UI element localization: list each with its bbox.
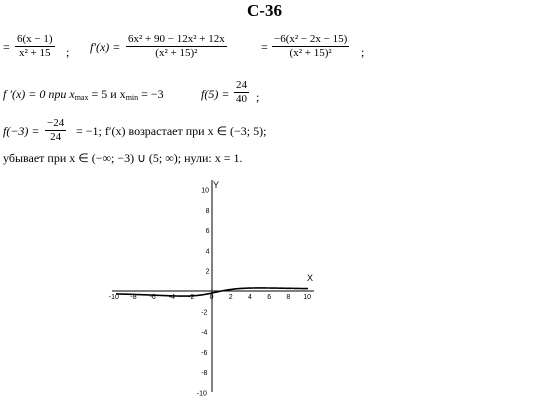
y-tick-label: -8 — [201, 370, 208, 378]
y-tick-label: 2 — [205, 268, 210, 276]
y-tick-label: -10 — [196, 390, 207, 398]
f5-label: f(5) = — [201, 87, 230, 101]
x-tick-label: 6 — [267, 294, 272, 301]
semicolon-2: ; — [361, 45, 365, 59]
y-axis-label: Y — [213, 180, 220, 190]
y-tick-label: 8 — [205, 207, 210, 215]
semicolon: ; — [66, 45, 70, 59]
increasing-text: = −1; f′(x) возрастает при x ∈ (−3; 5); — [76, 124, 267, 138]
y-tick-label: 6 — [205, 228, 210, 236]
fraction-3-numerator: −6(x² − 2x − 15) — [274, 33, 348, 45]
equals-sign: = — [3, 40, 10, 54]
x-tick-label: 10 — [303, 294, 311, 301]
critical-points-text: f ′(x) = 0 при $x_{max} = 5$ и $x_{min} = -3$ — [3, 87, 164, 102]
x-tick-label: -10 — [108, 294, 119, 301]
decreasing-text: убывает при x ∈ (−∞; −3) ∪ (5; ∞); нули: x = 1. — [3, 151, 243, 165]
y-tick-label: -4 — [201, 329, 208, 337]
fraction-1-denominator: x² + 15 — [19, 47, 51, 59]
equals-sign-2: = — [261, 40, 268, 54]
derivative-label: f′(x) = — [90, 40, 121, 54]
x-tick-label: -4 — [168, 294, 176, 301]
x-tick-label: 2 — [228, 294, 233, 301]
x-tick-label: -6 — [149, 294, 156, 301]
x-axis-label: X — [307, 273, 314, 283]
x-tick-label: 4 — [248, 294, 252, 301]
fraction-2-numerator: 6x² + 90 − 12x² + 12x — [128, 33, 225, 45]
fraction-2-denominator: (x² + 15)² — [155, 47, 198, 59]
y-tick-labels — [197, 188, 210, 398]
fraction-1-numerator: 6(x − 1) — [17, 33, 53, 45]
fraction-fm3-denominator: 24 — [50, 131, 62, 143]
fraction-3-denominator: (x² + 15)² — [289, 47, 332, 59]
x-tick-label: -2 — [188, 294, 195, 301]
page-title: С-36 — [247, 1, 282, 20]
fraction-f5-numerator: 24 — [236, 79, 247, 91]
fraction-fm3-numerator: −24 — [47, 117, 65, 129]
x-tick-label: 8 — [286, 294, 291, 301]
semicolon-3: ; — [256, 90, 260, 104]
y-tick-label: -6 — [201, 349, 208, 357]
y-tick-label: 10 — [201, 187, 209, 195]
f-minus3-label: f(−3) = — [3, 124, 40, 138]
fraction-f5-denominator: 40 — [236, 93, 247, 105]
x-tick-label: -8 — [130, 294, 137, 301]
y-tick-label: -2 — [201, 309, 208, 317]
y-tick-label: 4 — [205, 248, 210, 256]
x-tick-label: 0 — [209, 294, 214, 301]
